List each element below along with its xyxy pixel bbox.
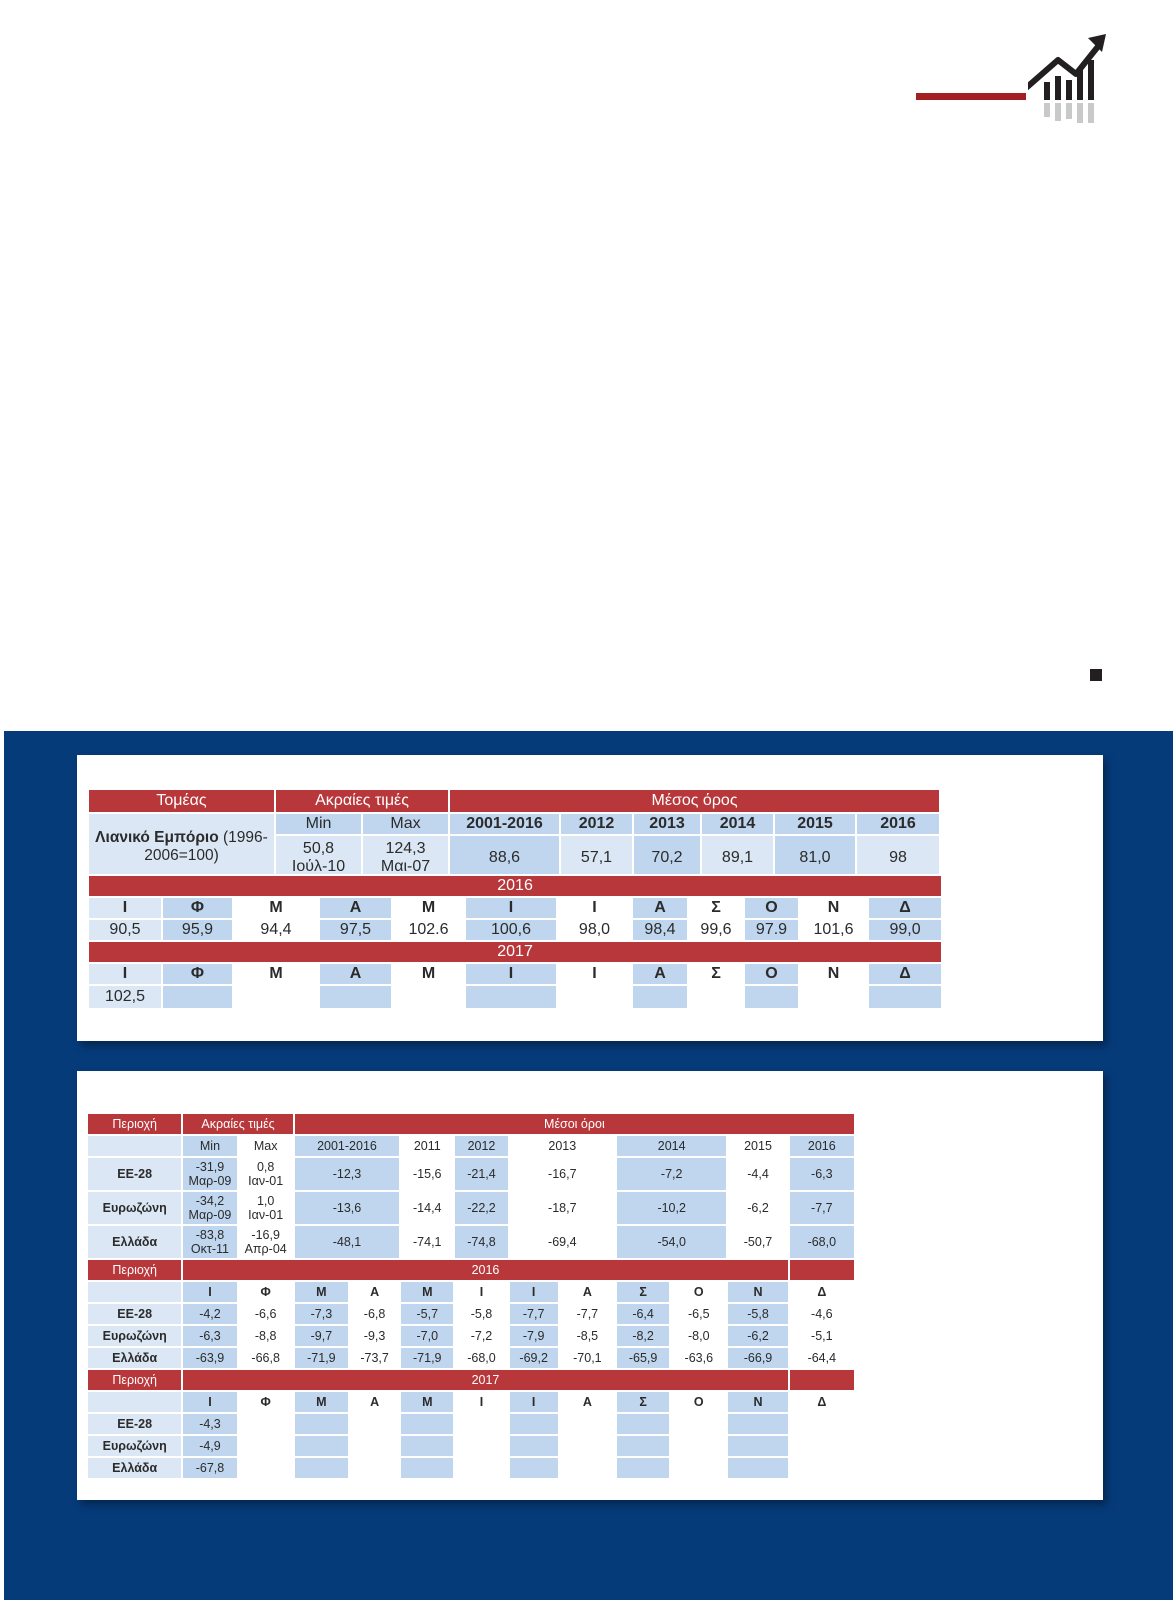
year-header: 2013 bbox=[633, 813, 701, 835]
blank-cell bbox=[789, 1259, 855, 1281]
mean-value: -13,6 bbox=[294, 1191, 400, 1225]
mean-value: -69,4 bbox=[509, 1225, 616, 1259]
month-value bbox=[349, 1413, 400, 1435]
mean-value: 98 bbox=[856, 835, 940, 881]
min-value: 50,8 bbox=[302, 839, 335, 857]
cell-value: -83,8 bbox=[195, 1227, 225, 1242]
cell-value: -16,9 bbox=[251, 1227, 280, 1242]
month-header: Μ bbox=[392, 897, 465, 919]
month-header: Ι bbox=[465, 897, 557, 919]
month-value: -8,5 bbox=[559, 1325, 616, 1347]
month-value-2017 bbox=[319, 985, 392, 1009]
month-value: -7,7 bbox=[559, 1303, 616, 1325]
mean-value: -15,6 bbox=[400, 1157, 454, 1191]
month-header: Φ bbox=[238, 1391, 294, 1413]
retail-trade-card bbox=[77, 755, 1103, 1041]
retail-trade-table bbox=[87, 788, 941, 882]
month-value: -63,9 bbox=[182, 1347, 237, 1369]
month-value: -4,6 bbox=[789, 1303, 855, 1325]
growth-chart-icon bbox=[1028, 30, 1108, 125]
month-value bbox=[670, 1435, 727, 1457]
month-value: -67,8 bbox=[182, 1457, 237, 1479]
blank-cell bbox=[789, 1369, 855, 1391]
mean-value: 57,1 bbox=[560, 835, 633, 881]
year-header: 2001-2016 bbox=[449, 813, 560, 835]
month-value bbox=[294, 1435, 349, 1457]
mean-value: -14,4 bbox=[400, 1191, 454, 1225]
mean-value: -7,2 bbox=[616, 1157, 727, 1191]
month-value-2016: 95,9 bbox=[162, 919, 233, 941]
month-value bbox=[238, 1457, 294, 1479]
month-value: -4,2 bbox=[182, 1303, 237, 1325]
region-name: ΕΕ-28 bbox=[87, 1157, 182, 1191]
month-value: -7,0 bbox=[400, 1325, 454, 1347]
sector-base: (1996-2006=100) bbox=[144, 829, 268, 864]
header-means: Μέσοι όροι bbox=[294, 1113, 855, 1135]
month-value-2016: 100,6 bbox=[465, 919, 557, 941]
month-value bbox=[400, 1457, 454, 1479]
month-header: Α bbox=[632, 897, 688, 919]
header-extremes: Ακραίες τιμές bbox=[275, 789, 449, 813]
region-name: ΕΕ-28 bbox=[87, 1303, 182, 1325]
month-header: Δ bbox=[868, 897, 942, 919]
retail-monthly-table bbox=[87, 874, 943, 1010]
month-value-2017 bbox=[392, 985, 465, 1009]
max-cell bbox=[238, 1191, 294, 1225]
month-header: Σ bbox=[616, 1391, 670, 1413]
regional-table bbox=[86, 1112, 856, 1480]
region-name: Ελλάδα bbox=[87, 1347, 182, 1369]
month-value bbox=[559, 1413, 616, 1435]
month-header: Ι bbox=[454, 1391, 508, 1413]
min-date: Ιούλ-10 bbox=[291, 858, 346, 875]
month-header: Μ bbox=[233, 897, 319, 919]
month-header: Ι bbox=[182, 1391, 237, 1413]
month-value bbox=[509, 1413, 559, 1435]
month-value bbox=[789, 1435, 855, 1457]
month-value-2016: 98,4 bbox=[632, 919, 688, 941]
region-name: Ευρωζώνη bbox=[87, 1325, 182, 1347]
month-header: Α bbox=[632, 963, 688, 985]
region-name: Ευρωζώνη bbox=[87, 1191, 182, 1225]
month-value: -66,9 bbox=[727, 1347, 788, 1369]
mean-value: -18,7 bbox=[509, 1191, 616, 1225]
mean-value: -68,0 bbox=[789, 1225, 855, 1259]
month-value: -4,9 bbox=[182, 1435, 237, 1457]
mean-value: -21,4 bbox=[454, 1157, 508, 1191]
blank-cell bbox=[87, 1281, 182, 1303]
month-value bbox=[294, 1413, 349, 1435]
month-value bbox=[349, 1435, 400, 1457]
cell-value: 1,0 bbox=[256, 1193, 275, 1208]
regional-card bbox=[77, 1071, 1103, 1500]
month-header: Ι bbox=[88, 963, 162, 985]
year-header: 2016 bbox=[789, 1135, 855, 1157]
month-header: Ο bbox=[670, 1391, 727, 1413]
month-header: Α bbox=[559, 1281, 616, 1303]
month-header: Ν bbox=[727, 1391, 788, 1413]
cell-date: Μαρ-09 bbox=[188, 1174, 232, 1188]
month-header: Α bbox=[559, 1391, 616, 1413]
year-header: 2011 bbox=[400, 1135, 454, 1157]
month-header: Δ bbox=[789, 1281, 855, 1303]
month-value: -7,3 bbox=[294, 1303, 349, 1325]
month-header: Ι bbox=[182, 1281, 237, 1303]
month-value bbox=[349, 1457, 400, 1479]
mean-value: -22,2 bbox=[454, 1191, 508, 1225]
month-value-2017 bbox=[465, 985, 557, 1009]
month-value-2017 bbox=[799, 985, 868, 1009]
month-value-2016: 98,0 bbox=[557, 919, 632, 941]
month-value: -5,1 bbox=[789, 1325, 855, 1347]
month-value bbox=[400, 1435, 454, 1457]
month-value: -5,7 bbox=[400, 1303, 454, 1325]
month-value: -69,2 bbox=[509, 1347, 559, 1369]
month-value bbox=[670, 1457, 727, 1479]
month-header: Μ bbox=[400, 1281, 454, 1303]
month-value-2017 bbox=[632, 985, 688, 1009]
month-value-2016: 101,6 bbox=[799, 919, 868, 941]
min-cell bbox=[182, 1225, 237, 1259]
month-header: Ο bbox=[744, 963, 799, 985]
month-header: Δ bbox=[868, 963, 942, 985]
region-name: Ελλάδα bbox=[87, 1225, 182, 1259]
month-header: Ν bbox=[799, 963, 868, 985]
mean-value: -4,4 bbox=[727, 1157, 788, 1191]
year-header: 2013 bbox=[509, 1135, 616, 1157]
month-header: Μ bbox=[294, 1391, 349, 1413]
month-value: -7,2 bbox=[454, 1325, 508, 1347]
min-header: Min bbox=[275, 813, 362, 835]
month-value bbox=[294, 1457, 349, 1479]
month-value-2017 bbox=[557, 985, 632, 1009]
month-value: -9,3 bbox=[349, 1325, 400, 1347]
cell-date: Απρ-04 bbox=[244, 1242, 287, 1256]
header-sector: Τομέας bbox=[88, 789, 275, 813]
max-cell bbox=[238, 1157, 294, 1191]
month-value bbox=[509, 1457, 559, 1479]
month-value bbox=[789, 1413, 855, 1435]
month-value-2016: 97,5 bbox=[319, 919, 392, 941]
month-value: -5,8 bbox=[727, 1303, 788, 1325]
mean-value: -6,3 bbox=[789, 1157, 855, 1191]
month-header: Α bbox=[319, 897, 392, 919]
month-value: -73,7 bbox=[349, 1347, 400, 1369]
cell-value: -31,9 bbox=[195, 1159, 225, 1174]
mean-value: -74,1 bbox=[400, 1225, 454, 1259]
month-value bbox=[616, 1457, 670, 1479]
cell-date: Ιαν-01 bbox=[248, 1208, 284, 1222]
month-value-2017 bbox=[233, 985, 319, 1009]
header-region: Περιοχή bbox=[87, 1259, 182, 1281]
month-value-2016: 102.6 bbox=[392, 919, 465, 941]
month-value-2017 bbox=[744, 985, 799, 1009]
month-value: -6,2 bbox=[727, 1325, 788, 1347]
month-value: -70,1 bbox=[559, 1347, 616, 1369]
month-value-2017 bbox=[868, 985, 942, 1009]
month-header: Ι bbox=[509, 1281, 559, 1303]
mean-value: -10,2 bbox=[616, 1191, 727, 1225]
mean-value: -6,2 bbox=[727, 1191, 788, 1225]
cell-date: Μαρ-09 bbox=[188, 1208, 232, 1222]
month-header: Ν bbox=[799, 897, 868, 919]
mean-value: -50,7 bbox=[727, 1225, 788, 1259]
year-2017-header: 2017 bbox=[88, 941, 942, 963]
mean-value: -12,3 bbox=[294, 1157, 400, 1191]
month-value bbox=[238, 1413, 294, 1435]
month-value-2016: 94,4 bbox=[233, 919, 319, 941]
year-header: 2015 bbox=[774, 813, 856, 835]
cell-date: Ιαν-01 bbox=[248, 1174, 284, 1188]
max-header: Max bbox=[362, 813, 449, 835]
year-2016-header: 2016 bbox=[88, 875, 942, 897]
mean-value: 70,2 bbox=[633, 835, 701, 881]
month-header: Φ bbox=[238, 1281, 294, 1303]
month-value bbox=[400, 1413, 454, 1435]
month-header: Α bbox=[319, 963, 392, 985]
max-date: Μαι-07 bbox=[380, 858, 431, 875]
month-header: Ο bbox=[670, 1281, 727, 1303]
month-value-2016: 99,6 bbox=[688, 919, 744, 941]
month-value-2017 bbox=[688, 985, 744, 1009]
month-value: -7,9 bbox=[509, 1325, 559, 1347]
logo-accent-line bbox=[916, 93, 1026, 100]
month-value-2016: 97.9 bbox=[744, 919, 799, 941]
month-value bbox=[509, 1435, 559, 1457]
cell-value: 0,8 bbox=[256, 1159, 275, 1174]
year-header: 2015 bbox=[727, 1135, 788, 1157]
month-value bbox=[670, 1413, 727, 1435]
month-value: -6,3 bbox=[182, 1325, 237, 1347]
year-header: 2012 bbox=[454, 1135, 508, 1157]
month-header: Μ bbox=[233, 963, 319, 985]
cell-value: -34,2 bbox=[195, 1193, 225, 1208]
month-header: Μ bbox=[400, 1391, 454, 1413]
max-value: 124,3 bbox=[385, 839, 426, 857]
month-value: -5,8 bbox=[454, 1303, 508, 1325]
mean-value: -54,0 bbox=[616, 1225, 727, 1259]
month-value: -64,4 bbox=[789, 1347, 855, 1369]
year-header: 2016 bbox=[856, 813, 940, 835]
month-value-2017 bbox=[162, 985, 233, 1009]
month-header: Α bbox=[349, 1281, 400, 1303]
month-value: -6,6 bbox=[238, 1303, 294, 1325]
month-value bbox=[559, 1457, 616, 1479]
month-header: Δ bbox=[789, 1391, 855, 1413]
month-value: -6,8 bbox=[349, 1303, 400, 1325]
month-header: Σ bbox=[688, 963, 744, 985]
month-value: -7,7 bbox=[509, 1303, 559, 1325]
month-value bbox=[238, 1435, 294, 1457]
month-value: -8,0 bbox=[670, 1325, 727, 1347]
blank-cell bbox=[87, 1391, 182, 1413]
month-value-2017: 102,5 bbox=[88, 985, 162, 1009]
blank-cell bbox=[87, 1135, 182, 1157]
mean-value: 81,0 bbox=[774, 835, 856, 881]
month-value: -66,8 bbox=[238, 1347, 294, 1369]
month-header: Σ bbox=[688, 897, 744, 919]
sector-label bbox=[88, 813, 275, 881]
year-header: 2017 bbox=[182, 1369, 788, 1391]
year-header: 2014 bbox=[616, 1135, 727, 1157]
month-value: -71,9 bbox=[400, 1347, 454, 1369]
mean-value: 89,1 bbox=[701, 835, 774, 881]
month-value bbox=[559, 1435, 616, 1457]
mean-value: -74,8 bbox=[454, 1225, 508, 1259]
min-cell bbox=[182, 1157, 237, 1191]
month-value bbox=[616, 1413, 670, 1435]
year-header: 2001-2016 bbox=[294, 1135, 400, 1157]
month-value: -8,8 bbox=[238, 1325, 294, 1347]
region-name: Ευρωζώνη bbox=[87, 1435, 182, 1457]
month-value: -4,3 bbox=[182, 1413, 237, 1435]
header-mean: Μέσος όρος bbox=[449, 789, 940, 813]
month-value: -6,5 bbox=[670, 1303, 727, 1325]
month-header: Μ bbox=[392, 963, 465, 985]
month-header: Α bbox=[349, 1391, 400, 1413]
month-header: Ι bbox=[88, 897, 162, 919]
month-value: -68,0 bbox=[454, 1347, 508, 1369]
month-header: Φ bbox=[162, 897, 233, 919]
sector-name: Λιανικό Εμπόριο bbox=[95, 829, 219, 847]
month-header: Φ bbox=[162, 963, 233, 985]
region-name: ΕΕ-28 bbox=[87, 1413, 182, 1435]
mean-value: 88,6 bbox=[449, 835, 560, 881]
month-value: -65,9 bbox=[616, 1347, 670, 1369]
region-name: Ελλάδα bbox=[87, 1457, 182, 1479]
year-header: 2014 bbox=[701, 813, 774, 835]
month-header: Μ bbox=[294, 1281, 349, 1303]
min-header: Min bbox=[182, 1135, 237, 1157]
month-value: -63,6 bbox=[670, 1347, 727, 1369]
month-value: -6,4 bbox=[616, 1303, 670, 1325]
bullet-marker bbox=[1090, 669, 1102, 681]
month-value bbox=[727, 1413, 788, 1435]
cell-date: Οκτ-11 bbox=[190, 1242, 229, 1256]
month-header: Ι bbox=[557, 963, 632, 985]
mean-value: -16,7 bbox=[509, 1157, 616, 1191]
month-value bbox=[727, 1435, 788, 1457]
month-header: Ι bbox=[509, 1391, 559, 1413]
year-header: 2016 bbox=[182, 1259, 788, 1281]
min-cell bbox=[182, 1191, 237, 1225]
month-value bbox=[616, 1435, 670, 1457]
month-header: Σ bbox=[616, 1281, 670, 1303]
month-header: Ι bbox=[557, 897, 632, 919]
month-value bbox=[727, 1457, 788, 1479]
month-value bbox=[454, 1435, 508, 1457]
year-header: 2012 bbox=[560, 813, 633, 835]
max-header: Max bbox=[238, 1135, 294, 1157]
month-value-2016: 90,5 bbox=[88, 919, 162, 941]
month-value bbox=[789, 1457, 855, 1479]
header-extremes: Ακραίες τιμές bbox=[182, 1113, 293, 1135]
month-value: -71,9 bbox=[294, 1347, 349, 1369]
max-cell bbox=[238, 1225, 294, 1259]
month-header: Ι bbox=[454, 1281, 508, 1303]
month-value: -9,7 bbox=[294, 1325, 349, 1347]
month-header: Ο bbox=[744, 897, 799, 919]
month-header: Ι bbox=[465, 963, 557, 985]
month-value-2016: 99,0 bbox=[868, 919, 942, 941]
header-region: Περιοχή bbox=[87, 1113, 182, 1135]
header-region: Περιοχή bbox=[87, 1369, 182, 1391]
month-header: Ν bbox=[727, 1281, 788, 1303]
month-value: -8,2 bbox=[616, 1325, 670, 1347]
month-value bbox=[454, 1413, 508, 1435]
month-value bbox=[454, 1457, 508, 1479]
mean-value: -48,1 bbox=[294, 1225, 400, 1259]
mean-value: -7,7 bbox=[789, 1191, 855, 1225]
